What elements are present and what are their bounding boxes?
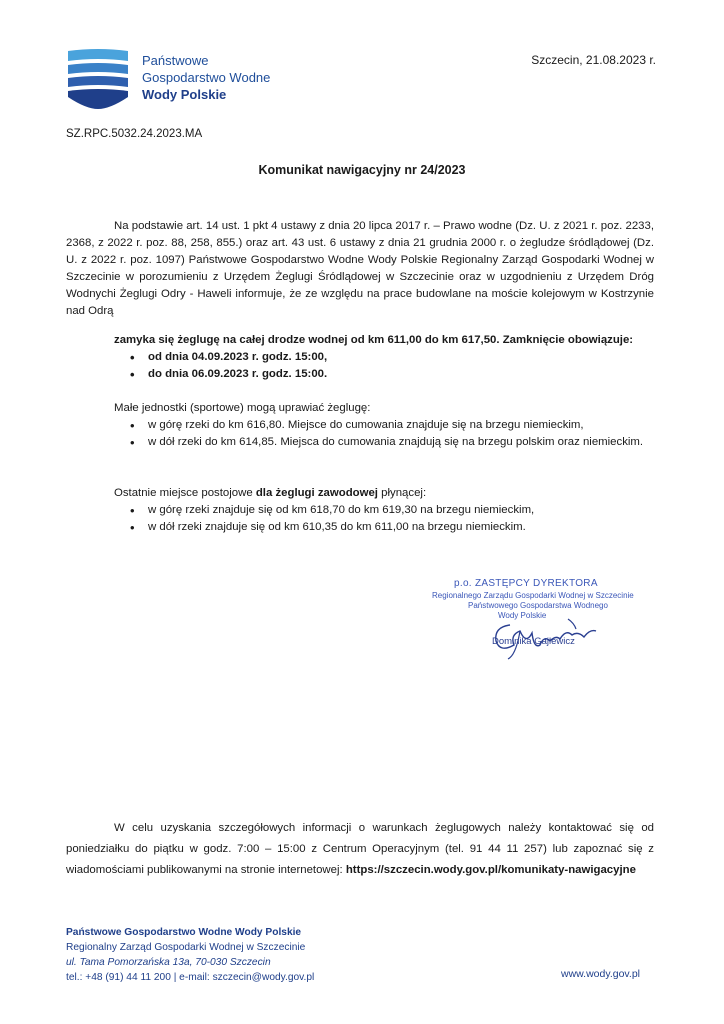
small-vessels-list — [114, 417, 654, 451]
commercial-heading — [114, 485, 654, 502]
website-link[interactable]: https://szczecin.wody.gov.pl/komunikaty-nawigacyjne — [345, 864, 636, 876]
document-date: Szczecin, 21.08.2023 r. — [531, 53, 656, 67]
footer-line2: Regionalny Zarząd Gospodarki Wodnej w Szczecinie — [66, 942, 306, 953]
commercial-section — [114, 485, 654, 536]
stamp-title: p.o. ZASTĘPCY DYREKTORA — [454, 578, 598, 589]
contact-text: W celu uzyskania szczegółowych informacji o warunkach żeglugowych należy kontaktować się od poniedziałku do piątku w godz. 7:00 – 15:00 z Centrum Operacyjnym (tel. 91 44 11 257) lub zapoznać się z wiadomościami publikowanymi na stronie internetowej: — [66, 822, 654, 876]
handwritten-signature-icon — [480, 605, 610, 660]
commercial-list — [114, 502, 654, 536]
footer-line1: Państwowe Gospodarstwo Wodne Wody Polskie — [66, 927, 302, 938]
list-item: • w dół rzeki do km 614,85. Miejsca do cumowania znajdują się na brzegu polskim oraz niemieckim. — [114, 434, 654, 451]
list-item: • w górę rzeki znajduje się od km 618,70 do km 619,30 na brzegu niemieckim, — [114, 502, 654, 519]
list-item: • w górę rzeki do km 616,80. Miejsce do cumowania znajduje się na brzegu niemieckim, — [114, 417, 654, 434]
closure-list — [114, 349, 654, 383]
small-vessels-section — [114, 400, 654, 451]
list-item: • do dnia 06.09.2023 r. godz. 15:00. — [114, 366, 654, 383]
org-name-line2: Gospodarstwo Wodne — [142, 70, 271, 85]
commercial-heading-pre: Ostatnie miejsce postojowe — [114, 487, 256, 499]
closure-heading: zamyka się żeglugę na całej drodze wodnej od km 611,00 do km 617,50. Zamknięcie obowiązuje: — [114, 334, 634, 346]
stamp-name: Dominika Gajlewicz — [492, 636, 575, 647]
reference-number: SZ.RPC.5032.24.2023.MA — [66, 128, 203, 140]
closure-section — [114, 332, 654, 383]
footer — [66, 925, 314, 985]
commercial-heading-bold: dla żeglugi zawodowej — [255, 487, 378, 499]
stamp-line1: Regionalnego Zarządu Gospodarki Wodnej w Szczecinie — [432, 591, 634, 600]
commercial-heading-post: płynącej: — [377, 487, 427, 499]
small-vessels-heading: Małe jednostki (sportowe) mogą uprawiać żeglugę: — [114, 402, 371, 414]
stamp-line3: Wody Polskie — [498, 611, 547, 620]
wody-polskie-logo-icon — [66, 47, 130, 109]
footer-contact: tel.: +48 (91) 44 11 200 | e-mail: szczecin@wody.gov.pl — [66, 972, 315, 983]
footer-website-link[interactable]: www.wody.gov.pl — [561, 968, 640, 980]
footer-address: ul. Tama Pomorzańska 13a, 70-030 Szczecin — [66, 957, 271, 968]
stamp-line2: Państwowego Gospodarstwa Wodnego — [468, 601, 608, 610]
org-name — [142, 52, 270, 103]
list-item: • od dnia 04.09.2023 r. godz. 15:00, — [114, 349, 654, 366]
org-name-line1: Państwowe — [142, 53, 209, 68]
org-name-line3: Wody Polskie — [142, 87, 227, 102]
intro-paragraph: Na podstawie art. 14 ust. 1 pkt 4 ustawy z dnia 20 lipca 2017 r. – Prawo wodne (Dz. U. z 2021 r. poz. 2233, 2368, z 2022 r. poz. 88, 258, 855.) oraz art. 43 ust. 6 ustawy z dnia 21 grudnia 2000 r. o żegludze śródlądowej (Dz. U. z 2022 r. poz. 1097) Państwowe Gospodarstwo Wodne Wody Polskie Regionalny Zarząd Gospodarki Wodnej w Szczecinie w porozumieniu z Urzędem Żeglugi Śródlądowej w Szczecinie oraz w uzgodnieniu z Urzędem Dróg Wodnychi Żeglugi Odry - Haweli informuje, że ze względu na prace budowlane na moście kolejowym w Kostrzynie nad Odrą — [66, 220, 654, 317]
list-item: • w dół rzeki znajduje się od km 610,35 do km 611,00 na brzegu niemieckim. — [114, 519, 654, 536]
document-title: Komunikat nawigacyjny nr 24/2023 — [258, 163, 466, 177]
contact-paragraph — [66, 818, 654, 881]
